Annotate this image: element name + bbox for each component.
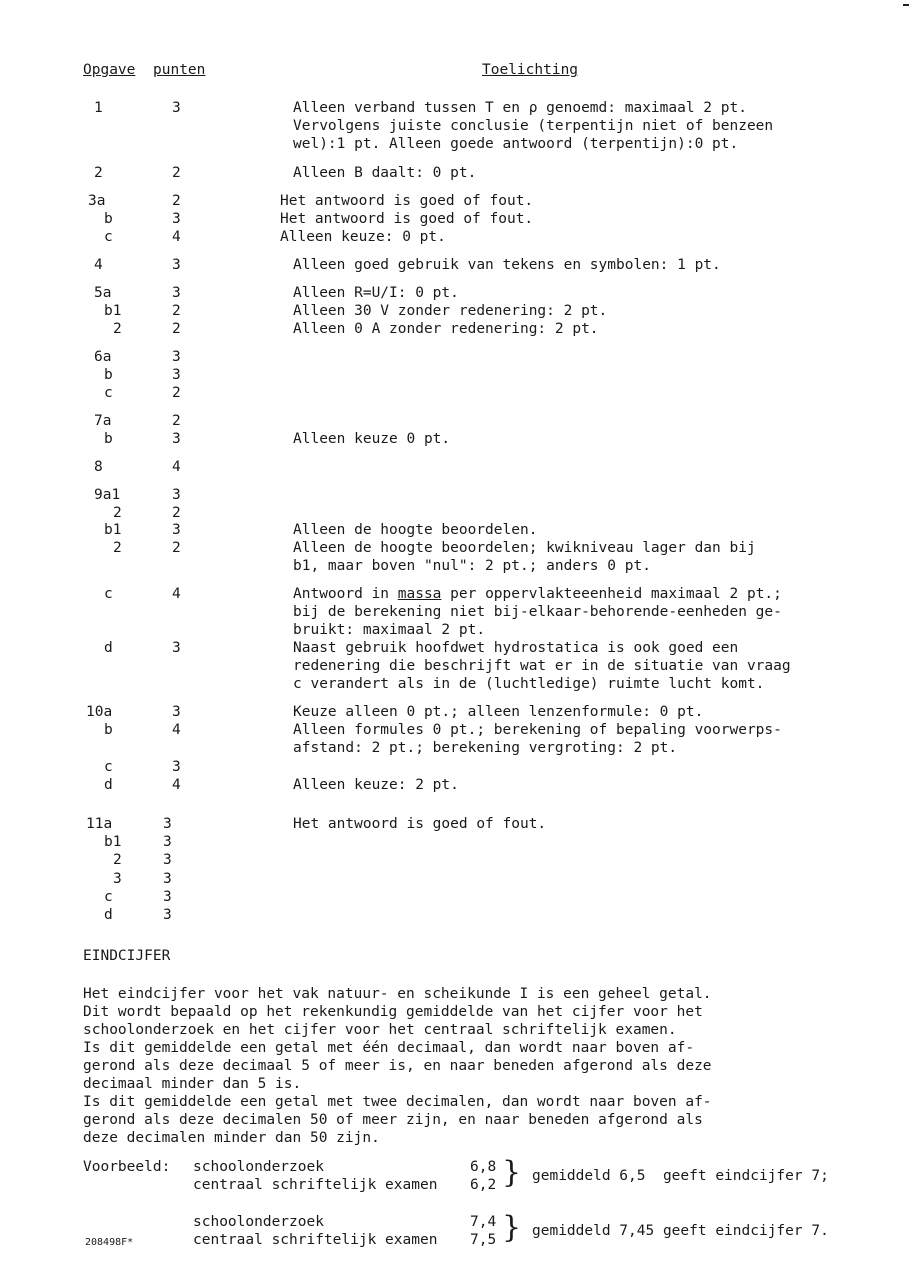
toelichting-cell: b1, maar boven "nul": 2 pt.; anders 0 pt. xyxy=(293,558,651,574)
opgave-cell: d xyxy=(104,907,113,923)
toelichting-cell: Alleen keuze: 0 pt. xyxy=(280,229,446,245)
example-ce-value: 6,2 xyxy=(470,1177,497,1193)
punten-cell: 3 xyxy=(172,257,181,273)
opgave-cell: c xyxy=(104,385,113,401)
opgave-cell: b1 xyxy=(104,303,122,319)
example-result: gemiddeld 7,45 geeft eindcijfer 7. xyxy=(532,1223,829,1239)
opgave-cell: 5a xyxy=(94,285,112,301)
example-result: gemiddeld 6,5 geeft eindcijfer 7; xyxy=(532,1168,829,1184)
opgave-cell: 6a xyxy=(94,349,112,365)
toelichting-cell: wel):1 pt. Alleen goede antwoord (terpentijn):0 pt. xyxy=(293,136,739,152)
header-opgave: Opgave xyxy=(83,62,136,78)
punten-cell: 4 xyxy=(172,586,181,602)
opgave-cell: c xyxy=(104,229,113,245)
toelichting-cell: Alleen R=U/I: 0 pt. xyxy=(293,285,459,301)
toelichting-cell: Alleen keuze 0 pt. xyxy=(293,431,451,447)
opgave-cell: b xyxy=(104,367,113,383)
punten-cell: 4 xyxy=(172,722,181,738)
opgave-cell: 8 xyxy=(94,459,103,475)
paragraph-line: gerond als deze decimaal 5 of meer is, en naar beneden afgerond als deze xyxy=(83,1058,712,1074)
corner-mark xyxy=(903,4,909,6)
toelichting-cell: Alleen 30 V zonder redenering: 2 pt. xyxy=(293,303,608,319)
opgave-cell: 9a1 xyxy=(94,487,121,503)
opgave-cell: c xyxy=(104,889,113,905)
toelichting-cell: bruikt: maximaal 2 pt. xyxy=(293,622,486,638)
toelichting-cell: Alleen keuze: 2 pt. xyxy=(293,777,459,793)
toelichting-cell: bij de berekening niet bij-elkaar-behorende-eenheden ge- xyxy=(293,604,782,620)
toelichting-cell: Alleen goed gebruik van tekens en symbolen: 1 pt. xyxy=(293,257,721,273)
toelichting-cell: Alleen 0 A zonder redenering: 2 pt. xyxy=(293,321,599,337)
opgave-cell: 10a xyxy=(86,704,113,720)
punten-cell: 2 xyxy=(172,540,181,556)
opgave-cell: 7a xyxy=(94,413,112,429)
opgave-cell: b xyxy=(104,431,113,447)
opgave-cell: 11a xyxy=(86,816,113,832)
paragraph-line: decimaal minder dan 5 is. xyxy=(83,1076,302,1092)
toelichting-cell: Alleen B daalt: 0 pt. xyxy=(293,165,477,181)
toelichting-cell: Alleen verband tussen T en ρ genoemd: maximaal 2 pt. xyxy=(293,100,747,116)
punten-cell: 2 xyxy=(172,413,181,429)
toelichting-text: per oppervlakteeenheid maximaal 2 pt.; xyxy=(441,586,782,602)
punten-cell: 3 xyxy=(163,871,172,887)
toelichting-cell: Het antwoord is goed of fout. xyxy=(280,211,534,227)
toelichting-cell: Vervolgens juiste conclusie (terpentijn niet of benzeen xyxy=(293,118,774,134)
punten-cell: 3 xyxy=(172,431,181,447)
underlined-word: massa xyxy=(397,586,442,602)
punten-cell: 3 xyxy=(172,349,181,365)
punten-cell: 2 xyxy=(172,165,181,181)
brace-glyph: } xyxy=(502,1210,522,1245)
punten-cell: 2 xyxy=(172,385,181,401)
punten-cell: 2 xyxy=(172,303,181,319)
opgave-cell: 3a xyxy=(88,193,106,209)
punten-cell: 3 xyxy=(172,522,181,538)
punten-cell: 3 xyxy=(172,211,181,227)
toelichting-cell: Het antwoord is goed of fout. xyxy=(280,193,534,209)
paragraph-line: Dit wordt bepaald op het rekenkundig gemiddelde van het cijfer voor het xyxy=(83,1004,703,1020)
opgave-cell: c xyxy=(104,759,113,775)
punten-cell: 3 xyxy=(163,834,172,850)
punten-cell: 3 xyxy=(172,759,181,775)
opgave-cell: b1 xyxy=(104,834,122,850)
punten-cell: 2 xyxy=(172,321,181,337)
brace-glyph: } xyxy=(502,1155,522,1190)
toelichting-cell xyxy=(293,585,782,603)
punten-cell: 2 xyxy=(172,193,181,209)
opgave-cell: 2 xyxy=(113,540,122,556)
example-so-label: schoolonderzoek xyxy=(193,1214,324,1230)
toelichting-cell: Keuze alleen 0 pt.; alleen lenzenformule: 0 pt. xyxy=(293,704,704,720)
toelichting-cell: Alleen formules 0 pt.; berekening of bepaling voorwerps- xyxy=(293,722,782,738)
voorbeeld-label: Voorbeeld: xyxy=(83,1159,171,1175)
opgave-cell: 2 xyxy=(113,852,122,868)
example-so-label: schoolonderzoek xyxy=(193,1159,324,1175)
opgave-cell: b1 xyxy=(104,522,122,538)
punten-cell: 3 xyxy=(163,816,172,832)
punten-cell: 4 xyxy=(172,229,181,245)
toelichting-cell: c verandert als in de (luchtledige) ruimte lucht komt. xyxy=(293,676,765,692)
punten-cell: 4 xyxy=(172,777,181,793)
punten-cell: 3 xyxy=(163,889,172,905)
toelichting-cell: Alleen de hoogte beoordelen; kwikniveau lager dan bij xyxy=(293,540,756,556)
header-toelichting: Toelichting xyxy=(482,62,579,78)
header-punten: punten xyxy=(153,62,206,78)
paragraph-line: Is dit gemiddelde een getal met één decimaal, dan wordt naar boven af- xyxy=(83,1040,695,1056)
opgave-cell: 1 xyxy=(94,100,103,116)
paragraph-line: Is dit gemiddelde een getal met twee decimalen, dan wordt naar boven af- xyxy=(83,1094,712,1110)
example-ce-label: centraal schriftelijk examen xyxy=(193,1177,438,1193)
paragraph-line: gerond als deze decimalen 50 of meer zijn, en naar beneden afgerond als xyxy=(83,1112,703,1128)
eindcijfer-heading: EINDCIJFER xyxy=(83,948,171,964)
toelichting-cell: redenering die beschrijft wat er in de situatie van vraag xyxy=(293,658,791,674)
opgave-cell: d xyxy=(104,777,113,793)
punten-cell: 4 xyxy=(172,459,181,475)
example-ce-label: centraal schriftelijk examen xyxy=(193,1232,438,1248)
toelichting-cell: afstand: 2 pt.; berekening vergroting: 2 pt. xyxy=(293,740,678,756)
opgave-cell: 3 xyxy=(113,871,122,887)
punten-cell: 3 xyxy=(163,852,172,868)
toelichting-cell: Naast gebruik hoofdwet hydrostatica is ook goed een xyxy=(293,640,739,656)
punten-cell: 3 xyxy=(172,640,181,656)
opgave-cell: 2 xyxy=(94,165,103,181)
punten-cell: 3 xyxy=(172,704,181,720)
punten-cell: 3 xyxy=(172,367,181,383)
opgave-cell: b xyxy=(104,722,113,738)
example-so-value: 6,8 xyxy=(470,1159,497,1175)
example-ce-value: 7,5 xyxy=(470,1232,497,1248)
paragraph-line: deze decimalen minder dan 50 zijn. xyxy=(83,1130,380,1146)
punten-cell: 2 xyxy=(172,505,181,521)
opgave-cell: c xyxy=(104,586,113,602)
toelichting-cell: Alleen de hoogte beoordelen. xyxy=(293,522,538,538)
paragraph-line: Het eindcijfer voor het vak natuur- en scheikunde I is een geheel getal. xyxy=(83,986,712,1002)
punten-cell: 3 xyxy=(172,285,181,301)
toelichting-cell: Het antwoord is goed of fout. xyxy=(293,816,547,832)
punten-cell: 3 xyxy=(163,907,172,923)
example-so-value: 7,4 xyxy=(470,1214,497,1230)
punten-cell: 3 xyxy=(172,487,181,503)
footer-code: 208498F* xyxy=(85,1237,134,1248)
paragraph-line: schoolonderzoek en het cijfer voor het centraal schriftelijk examen. xyxy=(83,1022,677,1038)
opgave-cell: d xyxy=(104,640,113,656)
toelichting-text: Antwoord in xyxy=(293,586,398,602)
opgave-cell: 2 xyxy=(113,321,122,337)
opgave-cell: 4 xyxy=(94,257,103,273)
opgave-cell: 2 xyxy=(113,505,122,521)
opgave-cell: b xyxy=(104,211,113,227)
punten-cell: 3 xyxy=(172,100,181,116)
